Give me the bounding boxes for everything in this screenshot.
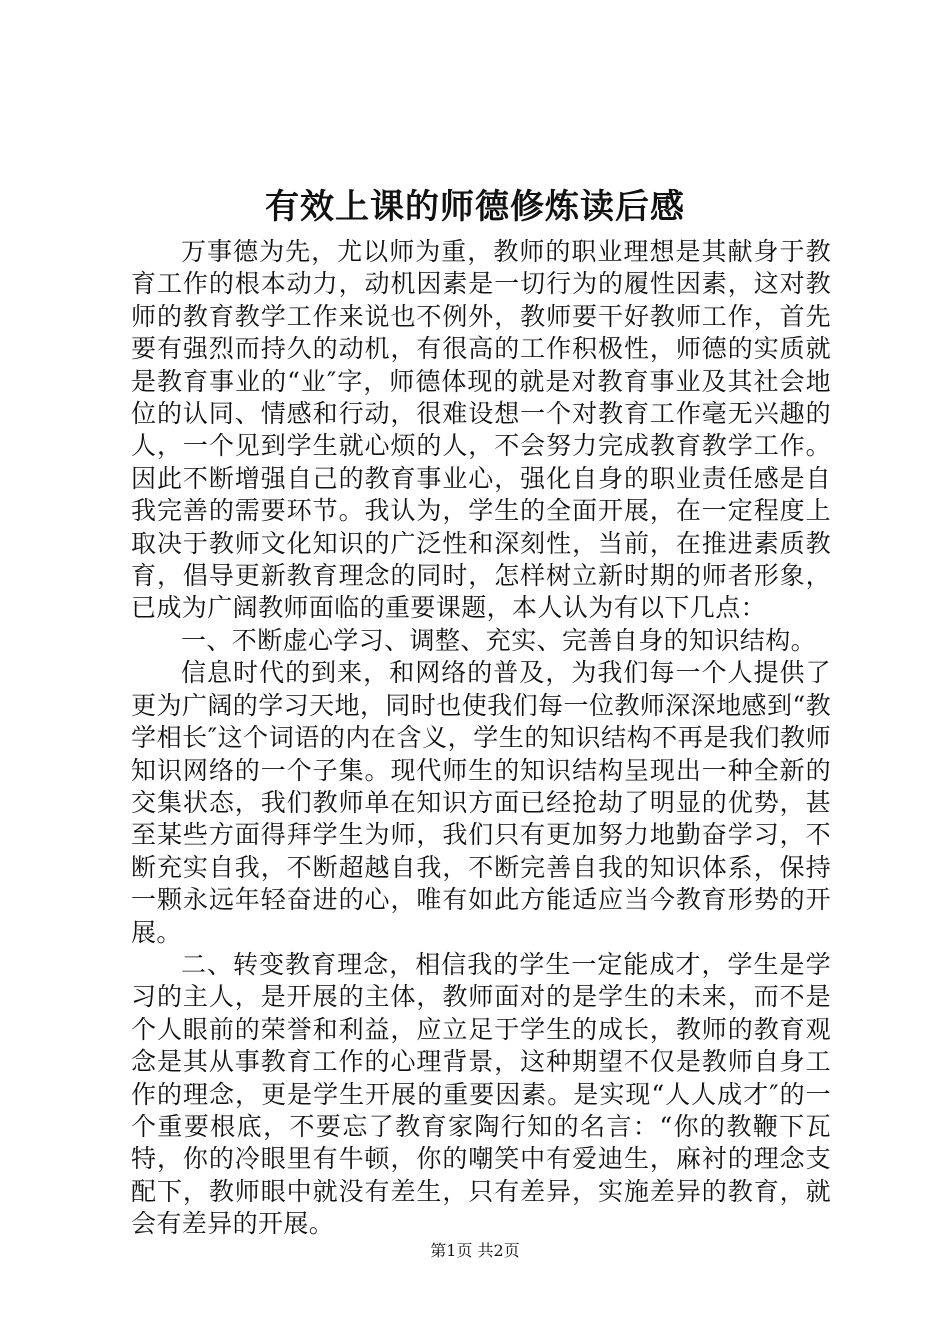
paragraph-information-age: 信息时代的到来，和网络的普及，为我们每一个人提供了更为广阔的学习天地，同时也使我们每一位教师深深地感到“教学相长″这个词语的内在含义，学生的知识结构不再是我们教师知识网络的一个子集。现代师生的知识结构呈现出一种全新的交集状态，我们教师单在知识方面已经抢劫了明显的优势，甚至某些方面得拜学生为师，我们只有更加努力地勤奋学习，不断充实自我，不断超越自我，不断完善自我的知识体系，保持一颗永远年轻奋进的心，唯有如此方能适应当今教育形势的开展。 (131, 658, 831, 947)
paragraph-point-one-heading: 一、不断虚心学习、调整、充实、完善自身的知识结构。 (181, 625, 817, 655)
paragraph-intro: 万事德为先，尤以师为重，教师的职业理想是其献身于教育工作的根本动力，动机因素是一切行为的履性因素，这对教师的教育教学工作来说也不例外，教师要干好教师工作，首先要有强烈而持久的动机，有很高的工作积极性，师德的实质就是教育事业的“业″字，师德体现的就是对教育事业及其社会地位的认同、情感和行动，很难设想一个对教育工作毫无兴趣的人，一个见到学生就心烦的人，不会努力完成教育教学工作。因此不断增强自己的教育事业心，强化自身的职业责任感是自我完善的需要环节。我认为，学生的全面开展，在一定程度上取决于教师文化知识的广泛性和深刻性，当前，在推进素质教育，倡导更新教育理念的同时，怎样树立新时期的师者形象，已成为广阔教师面临的重要课题，本人认为有以下几点： (131, 237, 831, 623)
page-number-footer: 第1页 共2页 (430, 1241, 520, 1260)
paragraph-point-two: 二、转变教育理念，相信我的学生一定能成才，学生是学习的主人，是开展的主体，教师面对的是学生的未来，而不是个人眼前的荣誉和利益，应立足于学生的成长，教师的教育观念是其从事教育工作的心理背景，这种期望不仅是教师自身工作的理念，更是学生开展的重要因素。是实现“人人成才″的一个重要根底，不要忘了教育家陶行知的名言：“你的教鞭下瓦特，你的冷眼里有牛顿，你的嘲笑中有爱迪生，麻衬的理念支配下，教师眼中就没有差生，只有差异，实施差异的教育，就会有差异的开展。 (131, 949, 831, 1239)
document-body (131, 236, 831, 1241)
document-title: 有效上课的师德修炼读后感 (265, 187, 685, 227)
